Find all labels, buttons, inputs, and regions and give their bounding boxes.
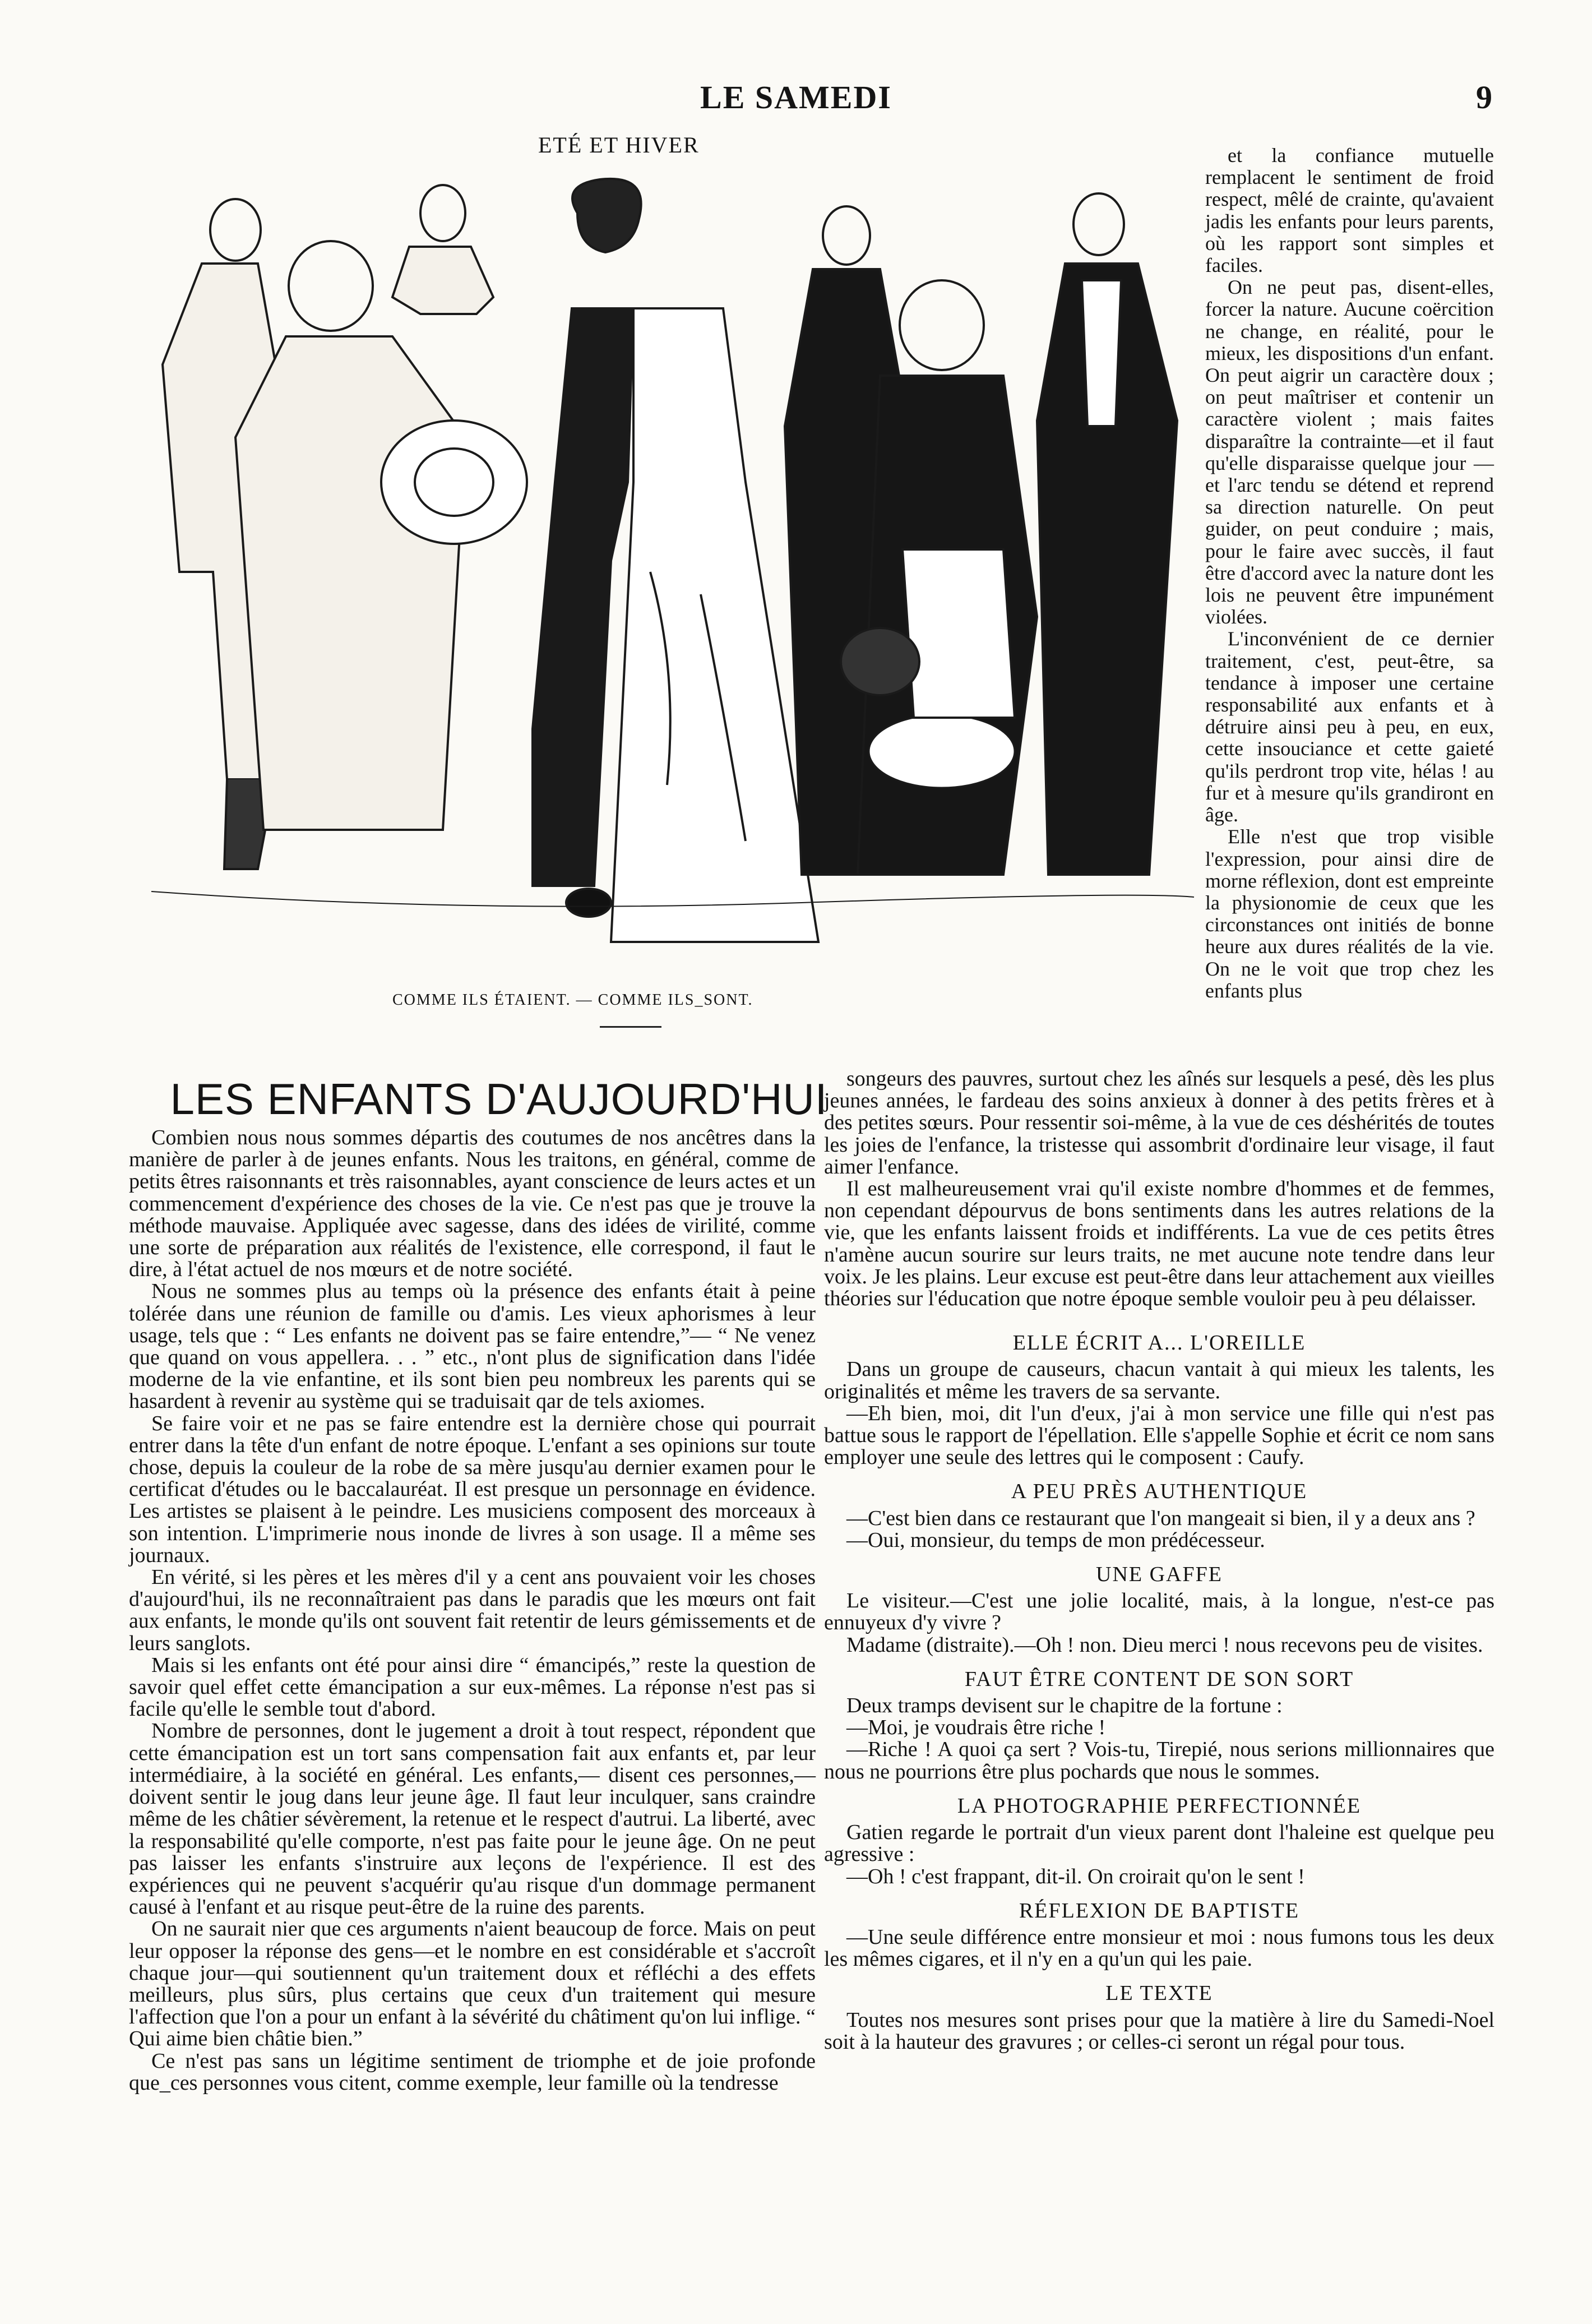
anecdote-title: A PEU PRÈS AUTHENTIQUE [1011, 1480, 1308, 1504]
anecdote-title: LE TEXTE [1105, 1981, 1213, 2006]
paragraph: Mais si les enfants ont été pour ainsi dire “ émancipés,” reste la question de savoir quel effet cette émancipation a sur eux-mêmes. La réponse n'est pas si facile qu'elle le semble tout d'abord. [129, 1653, 816, 1721]
paragraph: —C'est bien dans ce restaurant que l'on mangeait si bien, il y a deux ans ? [846, 1506, 1475, 1530]
paragraph: Il est malheureusement vrai qu'il existe nombre d'hommes et de femmes, non cependant dépourvus de bons sentiments dans les autres relations de la vie, que les enfants laissent froids et indifférents. La vue de ces petits êtres n'amène aucun sourire sur leurs traits, ne met aucune note tendre dans leur voix. Je les plains. Leur excuse est peut-être dans leur attachement aux vieilles théories sur l'éducation que notre époque semble vouloir peu à peu délaisser. [824, 1177, 1494, 1311]
figure-stout-man-hat [235, 241, 527, 830]
paragraph: On ne peut pas, disent-elles, forcer la nature. Aucune coërcition ne change, en réalité, pour le mieux, les dispositions d'un enfant. On peut aigrir un caractère doux ; on peut maîtriser et contenir un caractère violent ; mais faites disparaître la contrainte—et il faut qu'elle disparaisse quelque jour — et l'arc tendu se détend et reprend sa direction naturelle. On peut guider, on peut conduire ; mais, pour le faire avec succès, il faut être d'accord avec la nature dont les lois ne peuvent être impunément violées. [1205, 276, 1494, 629]
page-number: 9 [1476, 79, 1492, 115]
paragraph: Gatien regarde le portrait d'un vieux parent dont l'haleine est quelque peu agressive : [824, 1821, 1494, 1866]
paragraph: On ne saurait nier que ces arguments n'aient beaucoup de force. Mais on peut leur opposer la réponse des gens—et le nombre en est considérable et s'accroît chaque jour—qui soutiennent qu'un traitement doux et réfléchi a des effets meilleurs, plus sûrs, plus certains que ceux d'un traitement qui mesure l'affection que l'on a pour un enfant à la sévérité du châtiment qu'on lui inflige. “ Qui aime bien châtie bien.” [129, 1917, 816, 2051]
illustration-title: ETÉ ET HIVER [538, 132, 700, 158]
caption-rule [600, 1026, 661, 1028]
anecdote-title: ELLE ÉCRIT A... L'OREILLE [1012, 1331, 1306, 1355]
anecdote-title: RÉFLEXION DE BAPTISTE [1019, 1898, 1300, 1923]
paragraph: L'inconvénient de ce dernier traitement, c'est, peut-être, sa tendance à imposer une certaine responsabilité aux enfants et à détruire ainsi peu à peu, en eux, cette insouciance et cette gaieté qu'ils perdront trop vite, hélas ! au fur et à mesure qu'ils grandiront en âge. [1205, 627, 1494, 826]
paragraph: Nous ne sommes plus au temps où la présence des enfants était à peine tolérée dans une réunion de famille ou d'amis. Les vieux aphorismes à leur usage, tels que : “ Les enfants ne doivent pas se faire entendre,”— “ Ne venez que quand on vous appellera. . . ” etc., n'ont plus de signification dans l'idée moderne de la vie enfantine, et ils sont bien peu nombreux les parents qui se hasardent à revenir au système qui se traduisait qar de tels axiomes. [129, 1279, 816, 1413]
anecdote-title: UNE GAFFE [1096, 1563, 1223, 1587]
paragraph: Madame (distraite).—Oh ! non. Dieu merci ! nous recevons peu de visites. [846, 1633, 1483, 1657]
anecdote [824, 1481, 1494, 1551]
illustration-caption: COMME ILS ÉTAIENT. — COMME ILS_SONT. [392, 991, 753, 1009]
paragraph: Combien nous nous sommes départis des coutumes de nos ancêtres dans la manière de parler à de jeunes enfants. Nous les traitons, en général, comme de petits êtres raisonnants et très raisonnables, ayant conscience de leurs actes et un commencement d'expérience des choses de la vie. Ce n'est pas que je trouve la méthode mauvaise. Appliquée avec sagesse, dans des idées de virilité, comme une sorte de préparation aux réalités de l'existence, elle correspond, il faut le dire, à l'état actuel de nos mœurs et de notre société. [129, 1126, 816, 1282]
newspaper-title: LE SAMEDI [700, 79, 892, 115]
article-right-wide-column [824, 1068, 1494, 2053]
article-title: LES ENFANTS D'AUJOURD'HUI [170, 1074, 828, 1124]
figure-man-moustache-right [1037, 193, 1177, 875]
anecdote [824, 1900, 1494, 1971]
anecdote [824, 1669, 1494, 1783]
paragraph: —Riche ! A quoi ça sert ? Vois-tu, Tirepié, nous serions millionnaires que nous ne pourrions être plus pochards que nous le sommes. [824, 1738, 1494, 1784]
anecdote [824, 1332, 1494, 1468]
paragraph: Le visiteur.—C'est une jolie localité, mais, à la longue, n'est-ce pas ennuyeux d'y vivre ? [824, 1589, 1494, 1635]
paragraph: Deux tramps devisent sur le chapitre de la fortune : [846, 1694, 1283, 1718]
paragraph: —Oui, monsieur, du temps de mon prédécesseur. [846, 1528, 1265, 1552]
paragraph: —Moi, je voudrais être riche ! [846, 1716, 1106, 1740]
anecdote [824, 1795, 1494, 1888]
paragraph: En vérité, si les pères et les mères d'il y a cent ans pouvaient voir les choses d'aujourd'hui, ils ne reconnaîtraient pas dans le paradis que les mœurs ont fait aux enfants, le monde qu'ils ont souvent fait retentir de leurs gémissements et de leurs sanglots. [129, 1565, 816, 1655]
anecdote [824, 1983, 1494, 2053]
anecdote-title: FAUT ÊTRE CONTENT DE SON SORT [964, 1667, 1354, 1691]
paragraph: Ce n'est pas sans un légitime sentiment de triomphe et de joie profonde que_ces personnes vous citent, comme exemple, leur famille où la tendresse [129, 2049, 816, 2095]
anecdote-title: LA PHOTOGRAPHIE PERFECTIONNÉE [957, 1794, 1362, 1818]
figure-young-man [392, 185, 493, 314]
paragraph: et la confiance mutuelle remplacent le sentiment de froid respect, mêlé de crainte, qu'avaient jadis les enfants pour leurs parents, où les rapport sont simples et faciles. [1205, 144, 1494, 277]
paragraph: —Oh ! c'est frappant, dit-il. On croirait qu'on le sent ! [846, 1864, 1305, 1888]
figure-woman-center [533, 179, 818, 942]
article-right-narrow-column [1205, 145, 1494, 1002]
illustration-engraving [129, 168, 1216, 976]
paragraph: —Eh bien, moi, dit l'un d'eux, j'ai à mon service une fille qui n'est pas battue sous le rapport de l'épellation. Elle s'appelle Sophie et écrit ce nom sans employer une seule des lettres qui le composent : Caufy. [824, 1401, 1494, 1470]
paragraph: —Une seule différence entre monsieur et moi : nous fumons tous les deux les mêmes cigares, et il n'y en a qu'un qui les paie. [824, 1925, 1494, 1971]
paragraph: Elle n'est que trop visible l'expression, pour ainsi dire de morne réflexion, dont est empreinte la physionomie de ceux que les circonstances ont initiés de bonne heure aux dures réalités de la vie. On ne le voit que trop chez les enfants plus [1205, 825, 1494, 1002]
paragraph: songeurs des pauvres, surtout chez les aînés sur lesquels a pesé, dès les plus jeunes années, le fardeau des soins anxieux à donner à des petits frères et à des petites sœurs. Pour ressentir soi-même, à la vue de ces déshérités de toutes les joies de l'enfance, la tristesse qui assombrit d'ordinaire leur visage, il faut aimer l'enfance. [824, 1067, 1494, 1179]
anecdote [824, 1564, 1494, 1656]
paragraph: Toutes nos mesures sont prises pour que la matière à lire du Samedi-Noel soit à la hauteur des gravures ; or celles-ci seront un régal pour tous. [824, 2008, 1494, 2054]
paragraph: Nombre de personnes, dont le jugement a droit à tout respect, répondent que cette émancipation est un tort sans compensation fait aux enfants et, par leur intermédiaire, à la société en général. Les enfants,— disent ces personnes,— doivent sentir le joug dans leur jeune âge. Il faut leur inculquer, sans craindre même de les châtier sévèrement, la retenue et le respect d'autrui. La liberté, avec la responsabilité qu'elle comporte, n'est pas faite pour le jeune âge. On ne peut pas laisser les enfants s'instruire aux leçons de l'expérience. Il est des expériences qui ne peuvent s'acquérir qu'au risque d'un dommage permanent causé à l'enfant et au risque peut-être de la ruine des parents. [129, 1719, 816, 1919]
paragraph: Se faire voir et ne pas se faire entendre est la dernière chose qui pourrait entrer dans la tête d'un enfant de notre époque. L'enfant a ses opinions sur toute chose, depuis la couleur de la robe de sa mère jusqu'au dernier examen pour le certificat d'études ou le baccalauréat. Il est presque un personnage en évidence. Les artistes se plaisent à le peindre. Les musiciens composent des morceaux à son intention. L'imprimerie nous inonde de livres à son usage. Il a même ses journaux. [129, 1411, 816, 1567]
paragraph: Dans un groupe de causeurs, chacun vantait à qui mieux les talents, les originalités et même les travers de sa servante. [824, 1357, 1494, 1403]
article-left-column [129, 1127, 816, 2094]
